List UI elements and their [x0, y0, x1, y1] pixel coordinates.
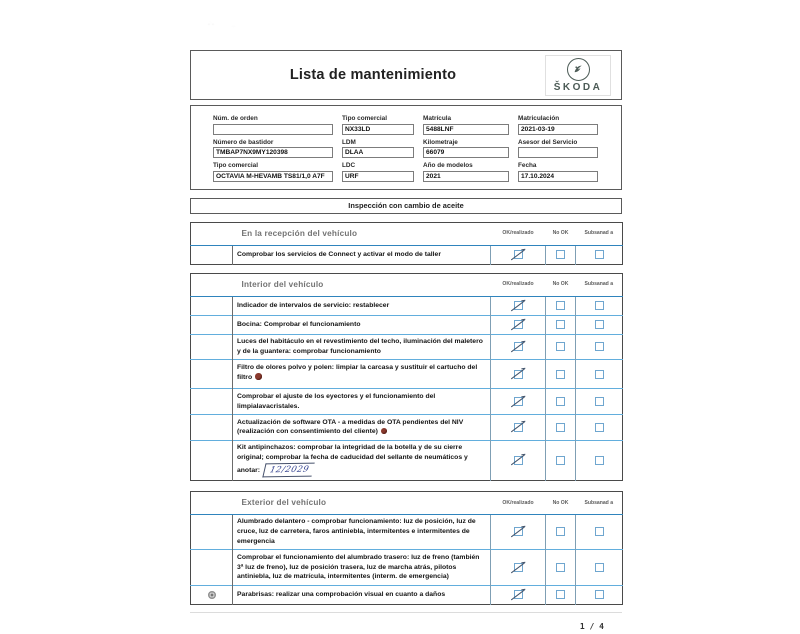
checkbox — [556, 423, 565, 432]
tipo-comercial-input[interactable]: NX33LD — [342, 124, 414, 135]
checklist-row — [191, 315, 623, 334]
checkbox — [595, 342, 604, 351]
skoda-logo — [545, 55, 611, 96]
field-tipo-comercial-1: Tipo comercial NX33LD — [342, 115, 414, 135]
table-header-row — [191, 273, 623, 296]
table-header-row — [191, 222, 623, 245]
checklist-item-label: Comprobar los servicios de Connect y activar el modo de taller — [233, 245, 491, 264]
vehicle-info-row — [213, 162, 601, 182]
ok-checkbox[interactable] — [491, 440, 546, 480]
vehicle-info-row — [213, 139, 601, 159]
subsanada-checkbox[interactable] — [576, 360, 623, 389]
subsanada-checkbox[interactable] — [576, 415, 623, 441]
field-num-orden: Núm. de orden — [213, 115, 333, 135]
checklist-item-label: Alumbrado delantero - comprobar funcionamiento: luz de posición, luz de cruce, luz de carretera, faros antiniebla, intermitentes e intermitentes de emergencia — [233, 514, 491, 550]
ok-checkbox[interactable] — [491, 550, 546, 586]
page-footer — [190, 612, 622, 634]
checklist-row — [191, 585, 623, 604]
field-tipo-comercial-2: Tipo comercial OCTAVIA M-HEVAMB TS81/1,0 A7F — [213, 162, 333, 182]
checklist-row — [191, 360, 623, 389]
not-ok-checkbox[interactable] — [546, 360, 576, 389]
field-ldm: LDM DLAA — [342, 139, 414, 159]
checkbox — [556, 301, 565, 310]
field-fecha: Fecha 17.10.2024 — [518, 162, 598, 182]
not-ok-checkbox[interactable] — [546, 514, 576, 550]
skoda-wordmark: ŠKODA — [553, 81, 603, 93]
matricula-input[interactable]: 5488LNF — [423, 124, 509, 135]
checkbox — [556, 563, 565, 572]
document-page — [190, 50, 622, 634]
checklist-row — [191, 245, 623, 264]
checklist-item-label: Comprobar el funcionamiento del alumbrado trasero: luz de freno (también 3ª luz de freno), luz de posición trasera, luz de marcha atrás, pilotos antiniebla, luz de matrícula, intermitentes (interm. de emergencia) — [233, 550, 491, 586]
field-matriculacion: Matriculación 2021-03-19 — [518, 115, 598, 135]
field-matricula: Matrícula 5488LNF — [423, 115, 509, 135]
kilometraje-input[interactable]: 66079 — [423, 147, 509, 158]
subsanada-checkbox[interactable] — [576, 514, 623, 550]
col-header-subsanada: Subsanad a — [576, 273, 623, 296]
not-ok-checkbox[interactable] — [546, 415, 576, 441]
col-header-ok: OK/realizado — [491, 222, 546, 245]
subsanada-checkbox[interactable] — [576, 585, 623, 604]
checkbox — [595, 423, 604, 432]
field-bastidor: Número de bastidor TMBAP7NX9MY120398 — [213, 139, 333, 159]
subsanada-checkbox[interactable] — [576, 389, 623, 415]
ok-checkbox[interactable] — [491, 245, 546, 264]
not-ok-checkbox[interactable] — [546, 585, 576, 604]
vehicle-info-box — [190, 105, 622, 190]
checkbox — [556, 342, 565, 351]
modelo-input[interactable]: OCTAVIA M-HEVAMB TS81/1,0 A7F — [213, 171, 333, 182]
checklist-item-label: Filtro de olores polvo y polen: limpiar la carcasa y sustituir el cartucho del filtro — [233, 360, 491, 389]
matriculacion-input[interactable]: 2021-03-19 — [518, 124, 598, 135]
fecha-input[interactable]: 17.10.2024 — [518, 171, 598, 182]
subsanada-checkbox[interactable] — [576, 440, 623, 480]
ldc-input[interactable]: URF — [342, 171, 414, 182]
subsanada-checkbox[interactable] — [576, 334, 623, 360]
table-title: Exterior del vehículo — [233, 491, 491, 514]
checkbox — [595, 370, 604, 379]
table-recepcion — [190, 222, 623, 265]
checkbox — [595, 320, 604, 329]
table-title: Interior del vehículo — [233, 273, 491, 296]
col-header-not-ok: No OK — [546, 273, 576, 296]
not-ok-checkbox[interactable] — [546, 296, 576, 315]
table-title: En la recepción del vehículo — [233, 222, 491, 245]
not-ok-checkbox[interactable] — [546, 389, 576, 415]
ok-checkbox[interactable] — [491, 296, 546, 315]
checklist-row — [191, 334, 623, 360]
checkbox — [556, 397, 565, 406]
field-anio-modelos: Año de modelos 2021 — [423, 162, 509, 182]
not-ok-checkbox[interactable] — [546, 440, 576, 480]
page-number: 1 / 4 — [579, 621, 604, 631]
skoda-winged-arrow-icon — [567, 58, 590, 81]
checkbox — [556, 320, 565, 329]
ok-checkbox[interactable] — [491, 585, 546, 604]
not-ok-checkbox[interactable] — [546, 245, 576, 264]
checklist-row — [191, 440, 623, 480]
checklist-row — [191, 415, 623, 441]
table-interior — [190, 273, 623, 481]
checklist-row — [191, 296, 623, 315]
checkbox — [595, 301, 604, 310]
checkbox — [595, 456, 604, 465]
col-header-ok: OK/realizado — [491, 491, 546, 514]
bastidor-input[interactable]: TMBAP7NX9MY120398 — [213, 147, 333, 158]
checklist-item-label: Bocina: Comprobar el funcionamiento — [233, 315, 491, 334]
not-ok-checkbox[interactable] — [546, 550, 576, 586]
checkbox — [556, 590, 565, 599]
checklist-row — [191, 514, 623, 550]
subsanada-checkbox[interactable] — [576, 296, 623, 315]
checkbox — [556, 370, 565, 379]
title-bar — [190, 50, 622, 100]
field-ldc: LDC URF — [342, 162, 414, 182]
checkbox — [595, 527, 604, 536]
ok-checkbox[interactable] — [491, 415, 546, 441]
field-kilometraje: Kilometraje 66079 — [423, 139, 509, 159]
red-dot-icon — [255, 373, 262, 380]
num-orden-input[interactable] — [213, 124, 333, 135]
subsanada-checkbox[interactable] — [576, 315, 623, 334]
ok-checkbox[interactable] — [491, 315, 546, 334]
subsanada-checkbox[interactable] — [576, 245, 623, 264]
checklist-item-label: Comprobar el ajuste de los eyectores y el funcionamiento del limpialavacristales. — [233, 389, 491, 415]
wheel-icon — [208, 591, 216, 599]
scan-artifact: ¨˙ — [232, 26, 236, 32]
checklist-item-label: Luces del habitáculo en el revestimiento del techo, iluminación del maletero y de la guantera: comprobar funcionamiento — [233, 334, 491, 360]
col-header-subsanada: Subsanad a — [576, 222, 623, 245]
vehicle-info-row — [213, 115, 601, 135]
checkbox — [556, 527, 565, 536]
section-banner: Inspección con cambio de aceite — [190, 198, 622, 214]
asesor-input[interactable] — [518, 147, 598, 158]
checklist-item-label: Kit antipinchazos: comprobar la integridad de la botella y de su cierre original; comprobar la fecha de caducidad del sellante de neumáticos y anotar: 12/2029 — [233, 440, 491, 480]
handwritten-date: 12/2029 — [262, 463, 314, 478]
checklist-row — [191, 389, 623, 415]
ok-checkbox[interactable] — [491, 334, 546, 360]
table-header-row — [191, 491, 623, 514]
checkbox — [595, 563, 604, 572]
checkbox — [556, 456, 565, 465]
col-header-not-ok: No OK — [546, 222, 576, 245]
subsanada-checkbox[interactable] — [576, 550, 623, 586]
checkbox — [595, 250, 604, 259]
ok-checkbox[interactable] — [491, 514, 546, 550]
ok-checkbox[interactable] — [491, 360, 546, 389]
checklist-item-label: Indicador de intervalos de servicio: restablecer — [233, 296, 491, 315]
checkbox — [556, 250, 565, 259]
table-exterior — [190, 491, 623, 605]
checklist-item-label: Parabrisas: realizar una comprobación visual en cuanto a daños — [233, 585, 491, 604]
checkbox — [595, 397, 604, 406]
checklist-row — [191, 550, 623, 586]
page-title: Lista de mantenimiento — [289, 67, 457, 83]
checkbox — [595, 590, 604, 599]
anio-modelos-input[interactable]: 2021 — [423, 171, 509, 182]
red-dot-icon — [381, 428, 388, 435]
not-ok-checkbox[interactable] — [546, 334, 576, 360]
col-header-subsanada: Subsanad a — [576, 491, 623, 514]
ok-checkbox[interactable] — [491, 389, 546, 415]
col-header-ok: OK/realizado — [491, 273, 546, 296]
scan-artifact: ·˙· — [208, 22, 214, 28]
not-ok-checkbox[interactable] — [546, 315, 576, 334]
checklist-item-label: Actualización de software OTA - a medidas de OTA pendientes del NIV (realización con consentimiento del cliente) — [233, 415, 491, 441]
ldm-input[interactable]: DLAA — [342, 147, 414, 158]
col-header-not-ok: No OK — [546, 491, 576, 514]
field-asesor: Asesor del Servicio — [518, 139, 598, 159]
